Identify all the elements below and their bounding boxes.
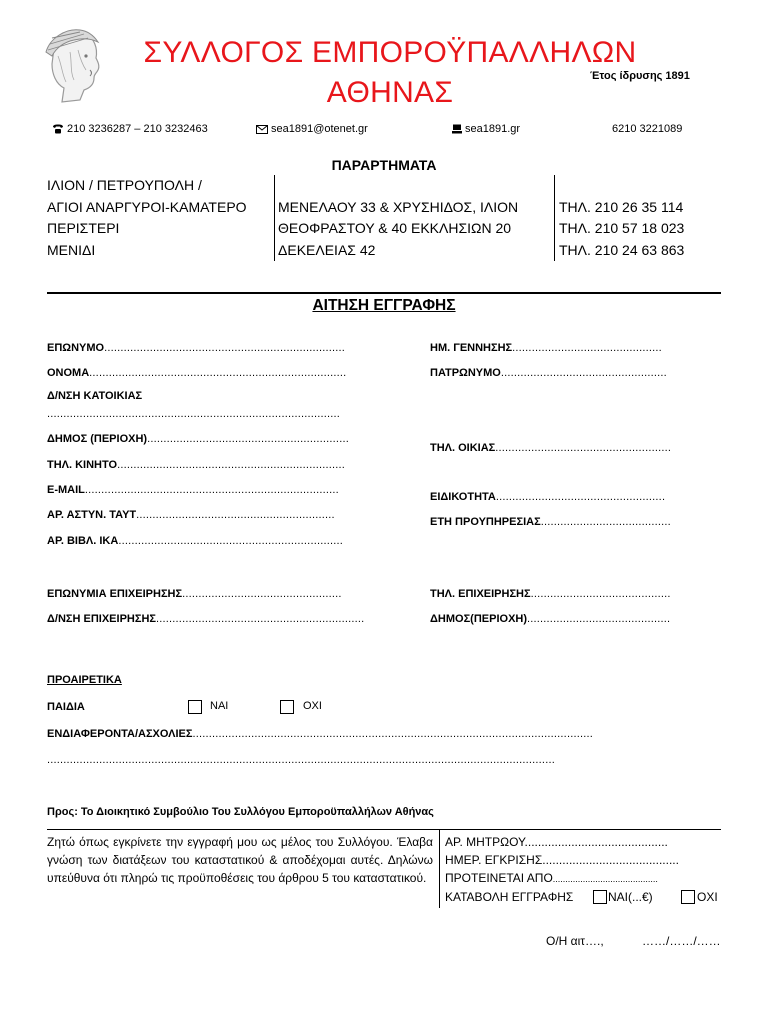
field-label: ΗΜ. ΓΕΝΝΗΣΗΣ <box>430 342 513 354</box>
section-divider <box>47 292 721 294</box>
registry-number-field[interactable]: ΑΡ. ΜΗΤΡΩΟΥ........................................... <box>445 835 668 849</box>
founded-year: Έτος ίδρυσης 1891 <box>590 70 690 82</box>
company-phone-field[interactable]: ΤΗΛ. ΕΠΙΧΕΙΡΗΣΗΣ........................................... <box>430 588 671 600</box>
field-label: Δ/ΝΣΗ ΕΠΙΧΕΙΡΗΣΗΣ <box>47 613 157 625</box>
field-label: ΑΡ. ΑΣΤΥΝ. ΤΑΥΤ <box>47 509 137 521</box>
table-divider <box>554 175 555 261</box>
association-logo <box>40 22 106 106</box>
field-label: E-MAIL <box>47 484 85 496</box>
years-service-field[interactable]: ΕΤΗ ΠΡΟΥΠΗΡΕΣΙΑΣ........................................ <box>430 516 671 528</box>
children-yes-checkbox[interactable] <box>188 700 202 714</box>
mobile-field[interactable]: ΤΗΛ. ΚΙΝΗΤΟ...................................................................... <box>47 459 346 471</box>
office-use-column <box>445 833 718 906</box>
declaration-text: Ζητώ όπως εγκρίνετε την εγγραφή μου ως μέλος του Συλλόγου. Έλαβα γνώση των διατάξεων του καταστατικού & αποδέχομαι αυτές. Δηλώνω υπεύθυνα ότι πληρώ τις προϋποθέσεις του άρθρου 5 του καταστατικού. <box>47 835 433 885</box>
approval-date-field[interactable]: ΗΜΕΡ. ΕΓΚΡΙΣΗΣ......................................... <box>445 853 679 867</box>
field-label: ΕΠΩΝΥΜΙΑ ΕΠΙΧΕΙΡΗΣΗΣ <box>47 588 183 600</box>
field-label: Δ/ΝΣΗ ΚΑΤΟΙΚΙΑΣ <box>47 390 143 402</box>
branch-phone: ΤΗΛ. 210 57 18 023 <box>559 220 685 236</box>
branch-address: ΜΕΝΕΛΑΟΥ 33 & ΧΡΥΣΗΙΔΟΣ, ΙΛΙΟΝ <box>278 198 519 215</box>
children-no-label: ΟΧΙ <box>303 700 322 712</box>
specialty-field[interactable]: ΕΙΔΙΚΟΤΗΤΑ.................................................... <box>430 491 666 503</box>
branch-address: ΘΕΟΦΡΑΣΤΟΥ & 40 ΕΚΚΛΗΣΙΩΝ 20 <box>278 220 512 236</box>
children-no-checkbox[interactable] <box>280 700 294 714</box>
contact-web <box>452 123 520 135</box>
optional-heading: ΠΡΟΑΙΡΕΤΙΚΑ <box>47 674 122 686</box>
addressee-line: Προς: Το Διοικητικό Συμβούλιο Του Συλλόγου Εμποροϋπαλλήλων Αθήνας <box>47 806 434 818</box>
field-label: ΕΠΩΝΥΜΟ <box>47 342 105 354</box>
branches-heading: ΠΑΡΑΡΤΗΜΑΤΑ <box>331 157 437 173</box>
field-label: ΤΗΛ. ΟΙΚΙΑΣ <box>430 442 496 454</box>
field-label: ΠΡΟΤΕΙΝΕΤΑΙ ΑΠΟ <box>445 871 553 885</box>
contact-phone <box>52 123 208 135</box>
table-divider <box>274 175 275 261</box>
fee-yes-label: ΝΑΙ(...€) <box>608 890 653 904</box>
branch-phones <box>559 197 684 262</box>
branch-name: ΠΕΡΙΣΤΕΡΙ <box>47 220 120 236</box>
field-label: ΕΤΗ ΠΡΟΥΠΗΡΕΣΙΑΣ <box>430 516 541 528</box>
fee-label: ΚΑΤΑΒΟΛΗ ΕΓΓΡΑΦΗΣ <box>445 890 574 904</box>
fee-no-label: ΟΧΙ <box>697 890 718 904</box>
field-label: ΑΡ. ΜΗΤΡΩΟΥ <box>445 835 525 849</box>
fee-row <box>445 888 718 906</box>
branch-name: ΙΛΙΟΝ / ΠΕΤΡΟΥΠΟΛΗ / <box>47 177 202 193</box>
home-phone-field[interactable]: ΤΗΛ. ΟΙΚΙΑΣ...................................................... <box>430 442 672 454</box>
company-name-field[interactable]: ΕΠΩΝΥΜΙΑ ΕΠΙΧΕΙΡΗΣΗΣ................................................. <box>47 588 342 600</box>
birth-date-field[interactable]: ΗΜ. ΓΕΝΝΗΣΗΣ.............................................. <box>430 342 662 354</box>
phone-icon <box>52 124 64 134</box>
field-label: ΕΙΔΙΚΟΤΗΤΑ <box>430 491 496 503</box>
email-field[interactable]: E-MAIL.............................................................................. <box>47 484 339 496</box>
branch-addresses <box>278 197 518 262</box>
date-blank[interactable]: ……/……/…… <box>642 934 721 948</box>
contact-email <box>256 123 368 135</box>
municipality-field[interactable]: ΔΗΜΟΣ (ΠΕΡΙΟΧΗ).............................................................. <box>47 433 349 445</box>
branch-address: ΔΕΚΕΛΕΙΑΣ 42 <box>278 241 376 258</box>
children-label: ΠΑΙΔΙΑ <box>47 701 85 713</box>
interests-field[interactable]: ΕΝΔΙΑΦΕΡΟΝΤΑ/ΑΣΧΟΛΙΕΣ........................................................................................................................... <box>47 728 593 740</box>
branch-phone: ΤΗΛ. 210 26 35 114 <box>559 198 684 215</box>
children-yes-label: ΝΑΙ <box>210 700 229 712</box>
field-label: ΕΝΔΙΑΦΕΡΟΝΤΑ/ΑΣΧΟΛΙΕΣ <box>47 728 193 740</box>
branch-name: ΜΕΝΙΔΙ <box>47 241 96 258</box>
address-line[interactable]: .......................................................................................... <box>47 408 341 420</box>
contact-fax <box>612 123 682 135</box>
father-name-field[interactable]: ΠΑΤΡΩΝΥΜΟ................................................... <box>430 367 667 379</box>
proposed-by-field[interactable]: ΠΡΟΤΕΙΝΕΤΑΙ ΑΠΟ.......................................... <box>445 871 658 885</box>
website: sea1891.gr <box>465 123 521 135</box>
field-label: ΤΗΛ. ΕΠΙΧΕΙΡΗΣΗΣ <box>430 588 531 600</box>
field-label: ΔΗΜΟΣ (ΠΕΡΙΟΧΗ) <box>47 433 148 445</box>
branch-name: ΑΓΙΟΙ ΑΝΑΡΓΥΡΟΙ-ΚΑΜΑΤΕΡΟ <box>47 198 247 215</box>
field-label: ΠΑΤΡΩΝΥΜΟ <box>430 367 501 379</box>
phone-numbers: 210 3236287 – 210 3232463 <box>67 123 208 135</box>
id-number-field[interactable]: ΑΡ. ΑΣΤΥΝ. ΤΑΥΤ............................................................. <box>47 509 335 521</box>
company-municipality-field[interactable]: ΔΗΜΟΣ(ΠΕΡΙΟΧΗ)............................................ <box>430 613 671 625</box>
field-label: ΤΗΛ. ΚΙΝΗΤΟ <box>47 459 118 471</box>
branch-names <box>47 175 247 261</box>
applicant-signature: Ο/Η αιτ…., <box>546 934 604 948</box>
box-divider <box>439 830 440 908</box>
form-title: ΑΙΤΗΣΗ ΕΓΓΡΑΦΗΣ <box>312 297 456 314</box>
surname-field[interactable]: ΕΠΩΝΥΜΟ.......................................................................... <box>47 342 346 354</box>
interests-line[interactable]: ............................................................................................................................................................ <box>47 754 555 766</box>
fee-yes-checkbox[interactable] <box>593 890 607 904</box>
association-title-line2: ΑΘΗΝΑΣ <box>326 76 454 109</box>
company-address-field[interactable]: Δ/ΝΣΗ ΕΠΙΧΕΙΡΗΣΗΣ................................................................ <box>47 613 365 625</box>
envelope-icon <box>256 125 268 134</box>
fax-number: 6210 3221089 <box>612 123 683 135</box>
computer-icon <box>452 124 462 134</box>
ika-field[interactable]: ΑΡ. ΒΙΒΛ. ΙΚΑ..................................................................... <box>47 535 344 547</box>
association-title-line1: ΣΥΛΛΟΓΟΣ ΕΜΠΟΡΟΫΠΑΛΛΗΛΩΝ <box>143 36 637 69</box>
field-label: ΗΜΕΡ. ΕΓΚΡΙΣΗΣ <box>445 853 543 867</box>
field-label: ΟΝΟΜΑ <box>47 367 90 379</box>
declaration-box <box>47 829 721 907</box>
branches-table <box>47 175 712 261</box>
address-field[interactable] <box>47 390 142 402</box>
branch-phone: ΤΗΛ. 210 24 63 863 <box>559 241 685 258</box>
field-label: ΑΡ. ΒΙΒΛ. ΙΚΑ <box>47 535 119 547</box>
field-label: ΔΗΜΟΣ(ΠΕΡΙΟΧΗ) <box>430 613 528 625</box>
name-field[interactable]: ΟΝΟΜΑ............................................................................... <box>47 367 347 379</box>
fee-no-checkbox[interactable] <box>681 890 695 904</box>
email-address: sea1891@otenet.gr <box>271 123 368 135</box>
